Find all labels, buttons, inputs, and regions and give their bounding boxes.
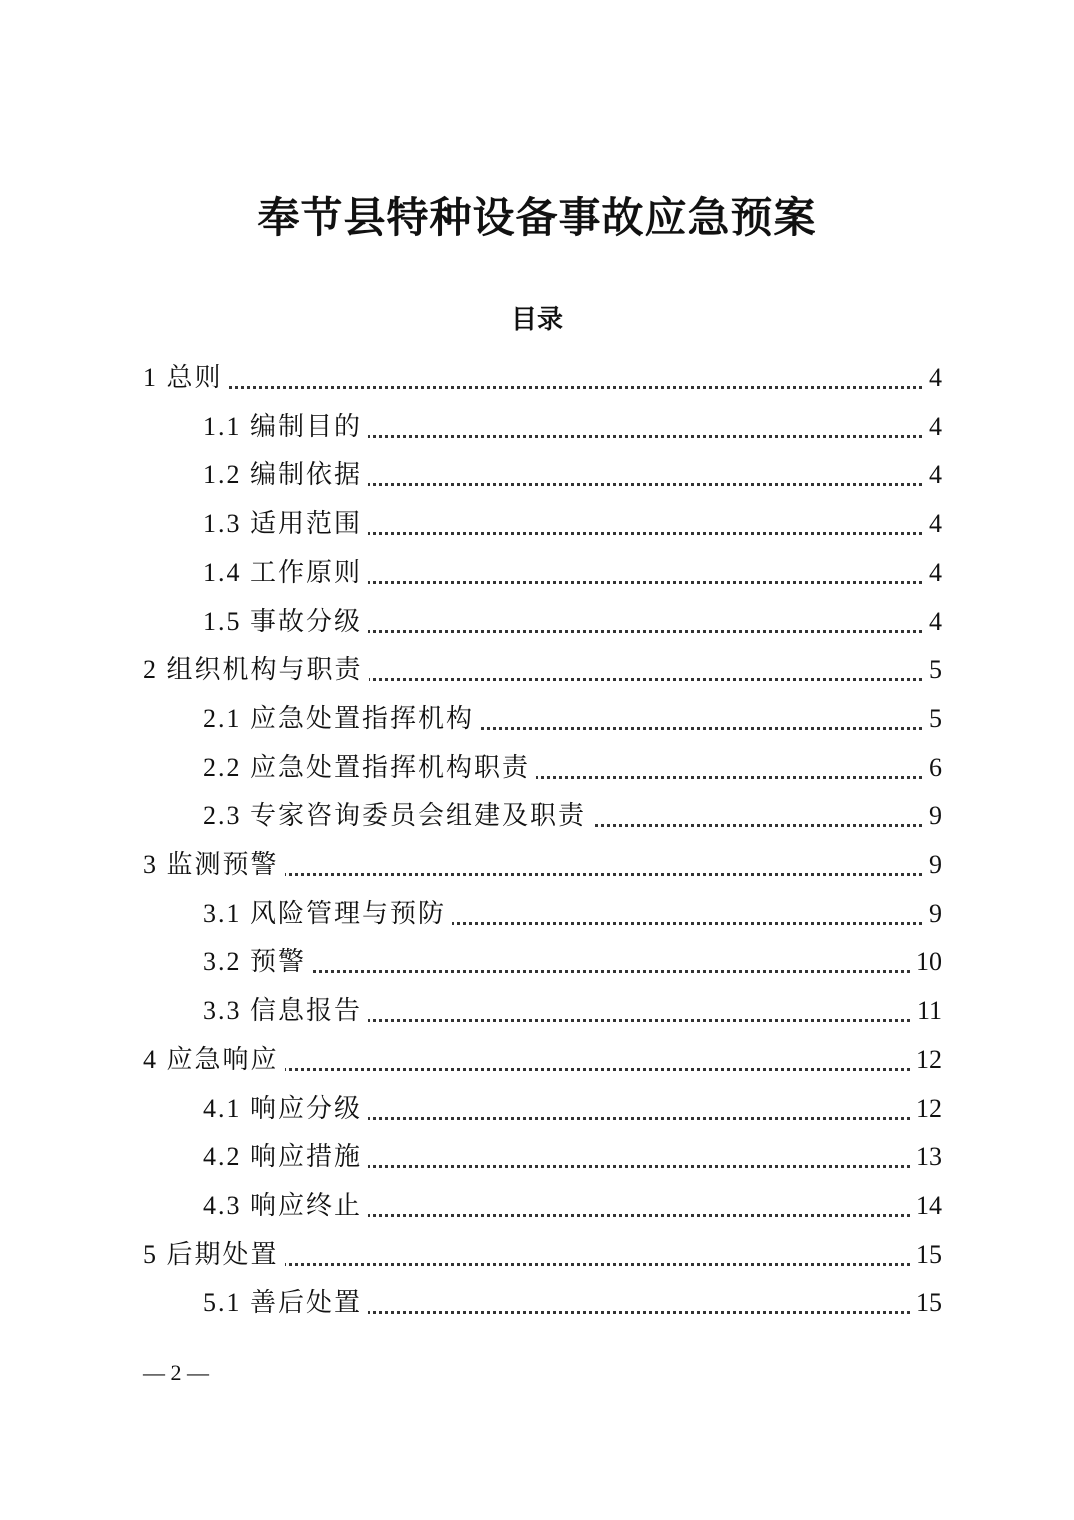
toc-entry-page: 9 (925, 845, 942, 885)
toc-entry-label: 5.1 善后处置 (203, 1283, 368, 1323)
toc-entry-label: 1.2 编制依据 (203, 455, 368, 495)
toc-entry-page: 12 (912, 1040, 942, 1080)
toc-entry-label: 3.1 风险管理与预防 (203, 894, 452, 934)
toc-entry-page: 6 (925, 748, 942, 788)
toc-entry[interactable] (0, 991, 1074, 1031)
toc-entry-label: 2.1 应急处置指挥机构 (203, 699, 480, 739)
toc-entry-label: 4.1 响应分级 (203, 1089, 368, 1129)
toc-entry-label: 1.4 工作原则 (203, 553, 368, 593)
toc-entry-page: 9 (925, 894, 942, 934)
toc-entry-page: 4 (925, 455, 942, 495)
toc-entry[interactable] (0, 1186, 1074, 1226)
toc-entry[interactable] (0, 796, 1074, 836)
toc-entry-label: 3.2 预警 (203, 942, 312, 982)
toc-entry-page: 9 (925, 796, 942, 836)
toc-entry-page: 4 (925, 553, 942, 593)
toc-entry-page: 12 (912, 1089, 942, 1129)
toc-entry-page: 15 (912, 1235, 942, 1275)
toc-entry-label: 3 监测预警 (143, 845, 285, 885)
toc-entry[interactable] (0, 602, 1074, 642)
toc-entry-label: 4.2 响应措施 (203, 1137, 368, 1177)
toc-entry-page: 4 (925, 602, 942, 642)
toc-entry-page: 4 (925, 504, 942, 544)
toc-entry-page: 14 (912, 1186, 942, 1226)
toc-entry[interactable] (0, 748, 1074, 788)
page-number: — 2 — (143, 1360, 209, 1385)
toc-entry-page: 15 (912, 1283, 942, 1323)
toc-entry-page: 4 (925, 358, 942, 398)
toc-entry[interactable] (0, 358, 1074, 398)
toc-entry-label: 4 应急响应 (143, 1040, 285, 1080)
toc-entry[interactable] (0, 504, 1074, 544)
toc-entry-label: 1.5 事故分级 (203, 602, 368, 642)
toc-entry-page: 11 (913, 991, 942, 1031)
toc-entry-label: 5 后期处置 (143, 1235, 285, 1275)
toc-entry-label: 2.2 应急处置指挥机构职责 (203, 748, 536, 788)
toc-entry[interactable] (0, 942, 1074, 982)
toc-entry[interactable] (0, 1040, 1074, 1080)
toc-entry-label: 2.3 专家咨询委员会组建及职责 (203, 796, 592, 836)
toc-entry-label: 3.3 信息报告 (203, 991, 368, 1031)
toc-entry-label: 1 总则 (143, 358, 229, 398)
toc-entry[interactable] (0, 650, 1074, 690)
toc-entry[interactable] (0, 1235, 1074, 1275)
toc-entry-label: 2 组织机构与职责 (143, 650, 369, 690)
toc-heading: 目录 (510, 305, 563, 335)
toc-entry-label: 4.3 响应终止 (203, 1186, 368, 1226)
toc-entry[interactable] (0, 553, 1074, 593)
toc-entry-page: 5 (925, 699, 942, 739)
toc-entry[interactable] (0, 1283, 1074, 1323)
toc-entry[interactable] (0, 699, 1074, 739)
toc-entry[interactable] (0, 894, 1074, 934)
toc-leader-dots (163, 386, 928, 389)
toc-leader-dots (223, 970, 928, 973)
document-title: 奉节县特种设备事故应急预案 (257, 193, 817, 242)
toc-entry[interactable] (0, 1089, 1074, 1129)
toc-entry-page: 4 (925, 407, 942, 447)
toc-entry[interactable] (0, 455, 1074, 495)
toc-entry-label: 1.1 编制目的 (203, 407, 368, 447)
toc-entry-page: 13 (912, 1137, 942, 1177)
toc-entry-page: 5 (925, 650, 942, 690)
toc-entry-label: 1.3 适用范围 (203, 504, 368, 544)
toc-entry[interactable] (0, 1137, 1074, 1177)
toc-entry[interactable] (0, 407, 1074, 447)
toc-entry-page: 10 (912, 942, 942, 982)
toc-entry[interactable] (0, 845, 1074, 885)
